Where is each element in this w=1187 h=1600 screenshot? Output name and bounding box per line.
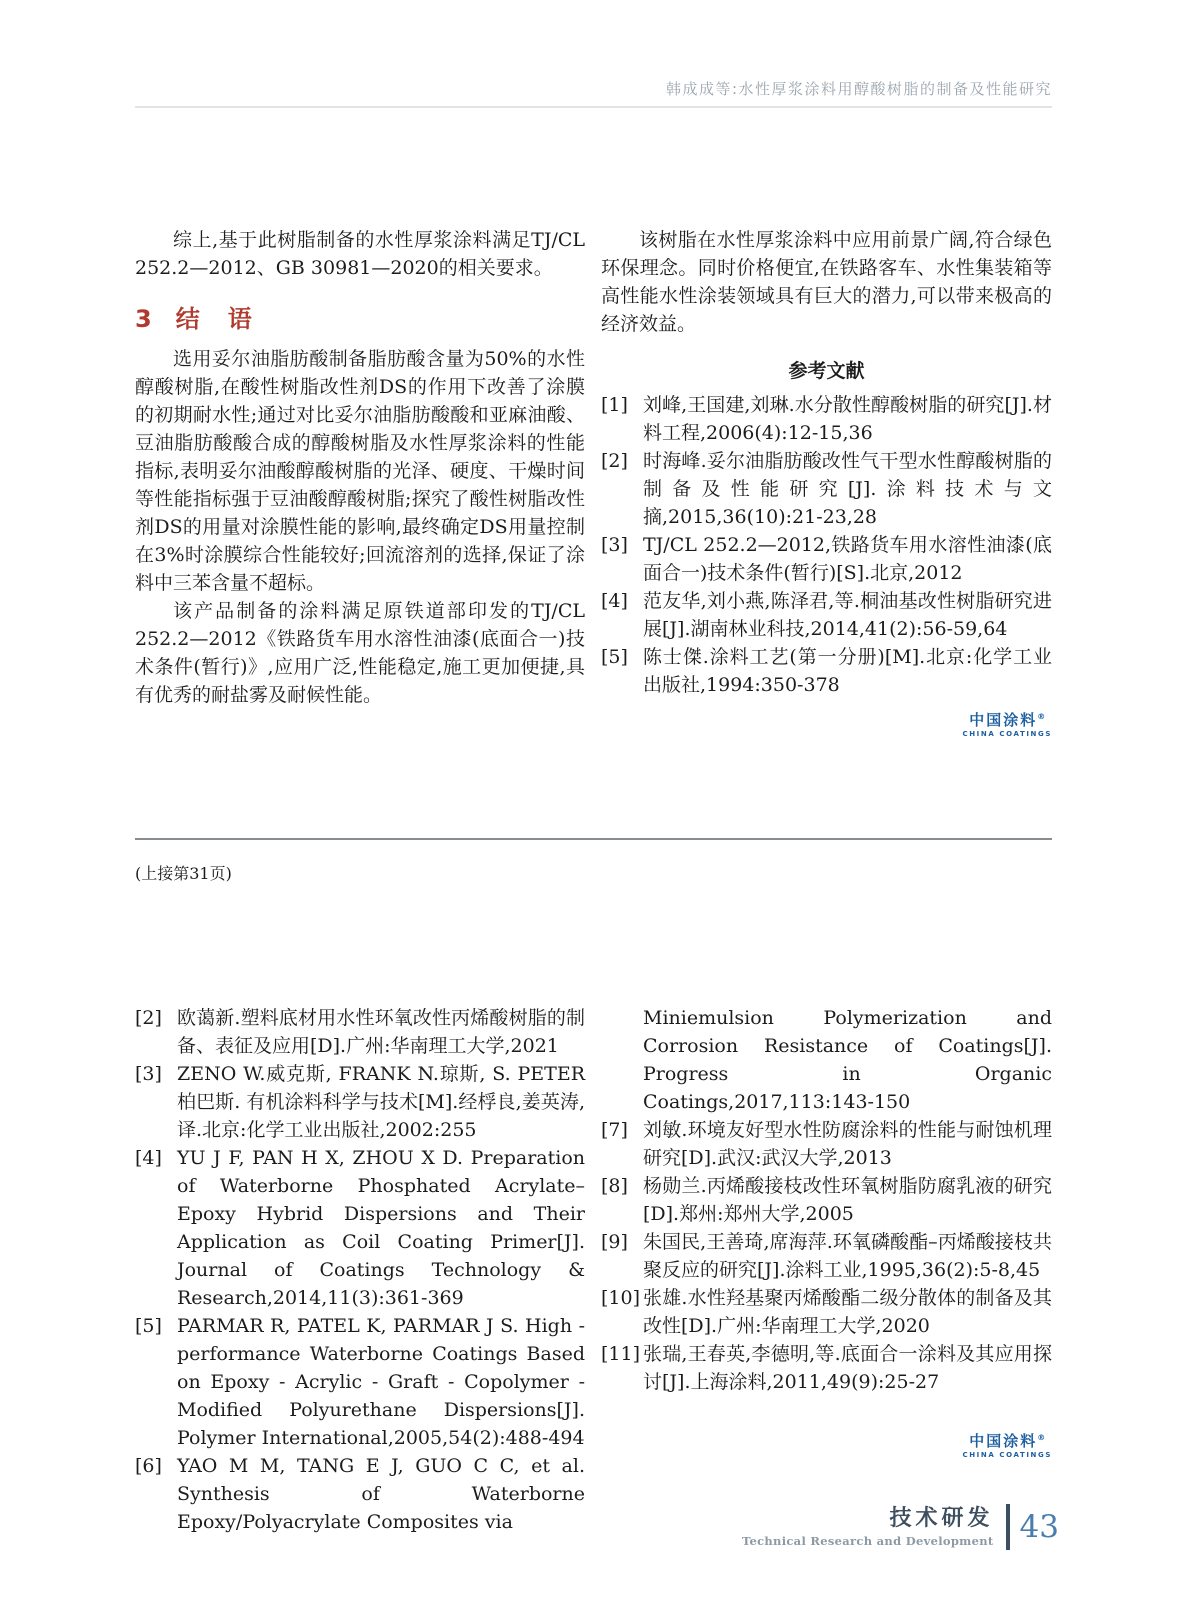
reference-item [601, 1172, 1052, 1228]
reference-carryover [601, 1004, 1052, 1116]
reference-item [601, 643, 1052, 699]
article-end-section [135, 226, 1052, 838]
outlook-paragraph: 该树脂在水性厚浆涂料中应用前景广阔,符合绿色环保理念。同时价格便宜,在铁路客车、水性集装箱等高性能水性涂装领域具有巨大的潜力,可以带来极高的经济效益。 [601, 229, 1052, 335]
reference-item [135, 1060, 585, 1144]
footer-section-cn: 技术研发 [889, 1505, 994, 1531]
article-right-column [601, 226, 1052, 838]
reference-item [601, 1284, 1052, 1340]
footer-divider-bar [1006, 1504, 1010, 1550]
reference-text: 张瑞,王春英,李德明,等.底面合一涂料及其应用探讨[J].上海涂料,2011,49(9):25-27 [643, 1343, 1052, 1393]
china-coatings-logo-en: CHINA COATINGS [962, 1451, 1052, 1459]
reference-item [135, 1004, 585, 1060]
continued-left-column [135, 1004, 585, 1536]
reference-label: [11] [601, 1343, 641, 1365]
reference-text: 陈士傑.涂料工艺(第一分册)[M].北京:化学工业出版社,1994:350-378 [643, 646, 1052, 696]
reference-label: [9] [601, 1231, 628, 1253]
references-heading: 参考文献 [788, 360, 865, 382]
reference-text: TJ/CL 252.2—2012,铁路货车用水溶性油漆(底面合一)技术条件(暂行)[S].北京,2012 [643, 534, 1052, 584]
reference-item [601, 391, 1052, 447]
reference-label: [2] [135, 1007, 162, 1029]
section-heading-number: 3 [135, 305, 152, 333]
reference-item [135, 1144, 585, 1312]
china-coatings-logo-cn: 中国涂料® [969, 711, 1046, 729]
reference-item [601, 587, 1052, 643]
conclusion-intro-paragraph: 综上,基于此树脂制备的水性厚浆涂料满足TJ/CL 252.2—2012、GB 30981—2020的相关要求。 [135, 229, 585, 279]
reference-item [601, 1116, 1052, 1172]
china-coatings-logo-en: CHINA COATINGS [962, 730, 1052, 738]
reference-label: [3] [135, 1063, 162, 1085]
reference-text: Miniemulsion Polymerization and Corrosion Resistance of Coatings[J]. Progress in Organic Coatings,2017,113:143-150 [643, 1007, 1052, 1113]
reference-label: [1] [601, 394, 628, 416]
continued-references-section [135, 1004, 1052, 1536]
china-coatings-logo [962, 709, 1052, 738]
reference-text: 时海峰.妥尔油脂肪酸改性气干型水性醇酸树脂的制备及性能研究[J].涂料技术与文摘,2015,36(10):21-23,28 [643, 450, 1052, 528]
reference-label: [5] [601, 646, 628, 668]
reference-item [601, 1228, 1052, 1284]
reference-text: YAO M M, TANG E J, GUO C C, et al. Synthesis of Waterborne Epoxy/Polyacrylate Composites via [177, 1455, 585, 1533]
reference-label: [5] [135, 1315, 162, 1337]
footer-section-names [742, 1507, 994, 1548]
reference-text: 朱国民,王善琦,席海萍.环氧磷酸酯–丙烯酸接枝共聚反应的研究[J].涂料工业,1995,36(2):5-8,45 [643, 1231, 1052, 1281]
reference-text: 刘敏.环境友好型水性防腐涂料的性能与耐蚀机理研究[D].武汉:武汉大学,2013 [643, 1119, 1052, 1169]
reference-item [601, 447, 1052, 531]
registered-mark: ® [1037, 1433, 1046, 1442]
registered-mark: ® [1037, 712, 1046, 721]
reference-text: YU J F, PAN H X, ZHOU X D. Preparation of Waterborne Phosphated Acrylate–Epoxy Hybrid Dispersions and Their Application as Coil Coating Primer[J]. Journal of Coatings Technology & Research,2014,11(3):361-369 [177, 1147, 585, 1309]
china-coatings-logo [962, 1430, 1052, 1459]
conclusion-paragraph-2: 该产品制备的涂料满足原铁道部印发的TJ/CL 252.2—2012《铁路货车用水溶性油漆(底面合一)技术条件(暂行)》,应用广泛,性能稳定,施工更加便捷,具有优秀的耐盐雾及耐候性能。 [135, 600, 585, 706]
continued-from-note: (上接第31页) [135, 864, 232, 883]
reference-text: 欧蔼新.塑料底材用水性环氧改性丙烯酸树脂的制备、表征及应用[D].广州:华南理工大学,2021 [177, 1007, 585, 1057]
reference-item [601, 1340, 1052, 1396]
conclusion-paragraph-1: 选用妥尔油脂肪酸制备脂肪酸含量为50%的水性醇酸树脂,在酸性树脂改性剂DS的作用下改善了涂膜的初期耐水性;通过对比妥尔油脂肪酸酸和亚麻油酸、豆油脂肪酸酸合成的醇酸树脂及水性厚浆涂料的性能指标,表明妥尔油酸醇酸树脂的光泽、硬度、干燥时间等性能指标强于豆油酸醇酸树脂;探究了酸性树脂改性剂DS的用量对涂膜性能的影响,最终确定DS用量控制在3%时涂膜综合性能较好;回流溶剂的选择,保证了涂料中三苯含量不超标。 [135, 348, 585, 594]
section-heading [135, 299, 585, 334]
footer-section-en: Technical Research and Development [741, 1533, 994, 1548]
running-head-title: 韩成成等:水性厚浆涂料用醇酸树脂的制备及性能研究 [665, 80, 1052, 98]
reference-label: [6] [135, 1455, 162, 1477]
reference-label: [7] [601, 1119, 628, 1141]
reference-text: ZENO W.威克斯, FRANK N.琼斯, S. PETER柏巴斯. 有机涂料科学与技术[M].经桴良,姜英涛,译.北京:化学工业出版社,2002:255 [177, 1063, 585, 1141]
reference-text: 刘峰,王国建,刘琳.水分散性醇酸树脂的研究[J].材料工程,2006(4):12-15,36 [643, 394, 1052, 444]
reference-text: PARMAR R, PATEL K, PARMAR J S. High - performance Waterborne Coatings Based on Epoxy - Acrylic - Graft - Copolymer - Modified Polyurethane Dispersions[J]. Polymer International,2005,54(2):488-494 [177, 1315, 585, 1449]
article-left-column [135, 226, 585, 838]
page-footer [742, 1504, 1059, 1550]
reference-label: [2] [601, 450, 628, 472]
reference-text: 范友华,刘小燕,陈泽君,等.桐油基改性树脂研究进展[J].湖南林业科技,2014,41(2):56-59,64 [643, 590, 1052, 640]
running-head-rule [135, 106, 1052, 108]
reference-label: [4] [135, 1147, 162, 1169]
reference-item [601, 531, 1052, 587]
reference-label-empty [601, 1004, 643, 1116]
reference-label: [8] [601, 1175, 628, 1197]
page-number: 43 [1019, 1508, 1059, 1545]
reference-item [135, 1312, 585, 1452]
reference-label: [3] [601, 534, 628, 556]
continued-right-column [601, 1004, 1052, 1536]
section-heading-title: 结 语 [175, 305, 254, 333]
reference-text: 张雄.水性羟基聚丙烯酸酯二级分散体的制备及其改性[D].广州:华南理工大学,2020 [643, 1287, 1052, 1337]
reference-label: [10] [601, 1287, 641, 1309]
china-coatings-logo-cn: 中国涂料® [969, 1432, 1046, 1450]
section-divider-rule [135, 838, 1052, 840]
reference-label: [4] [601, 590, 628, 612]
reference-text: 杨勋兰.丙烯酸接枝改性环氧树脂防腐乳液的研究[D].郑州:郑州大学,2005 [643, 1175, 1052, 1225]
reference-item [135, 1452, 585, 1536]
